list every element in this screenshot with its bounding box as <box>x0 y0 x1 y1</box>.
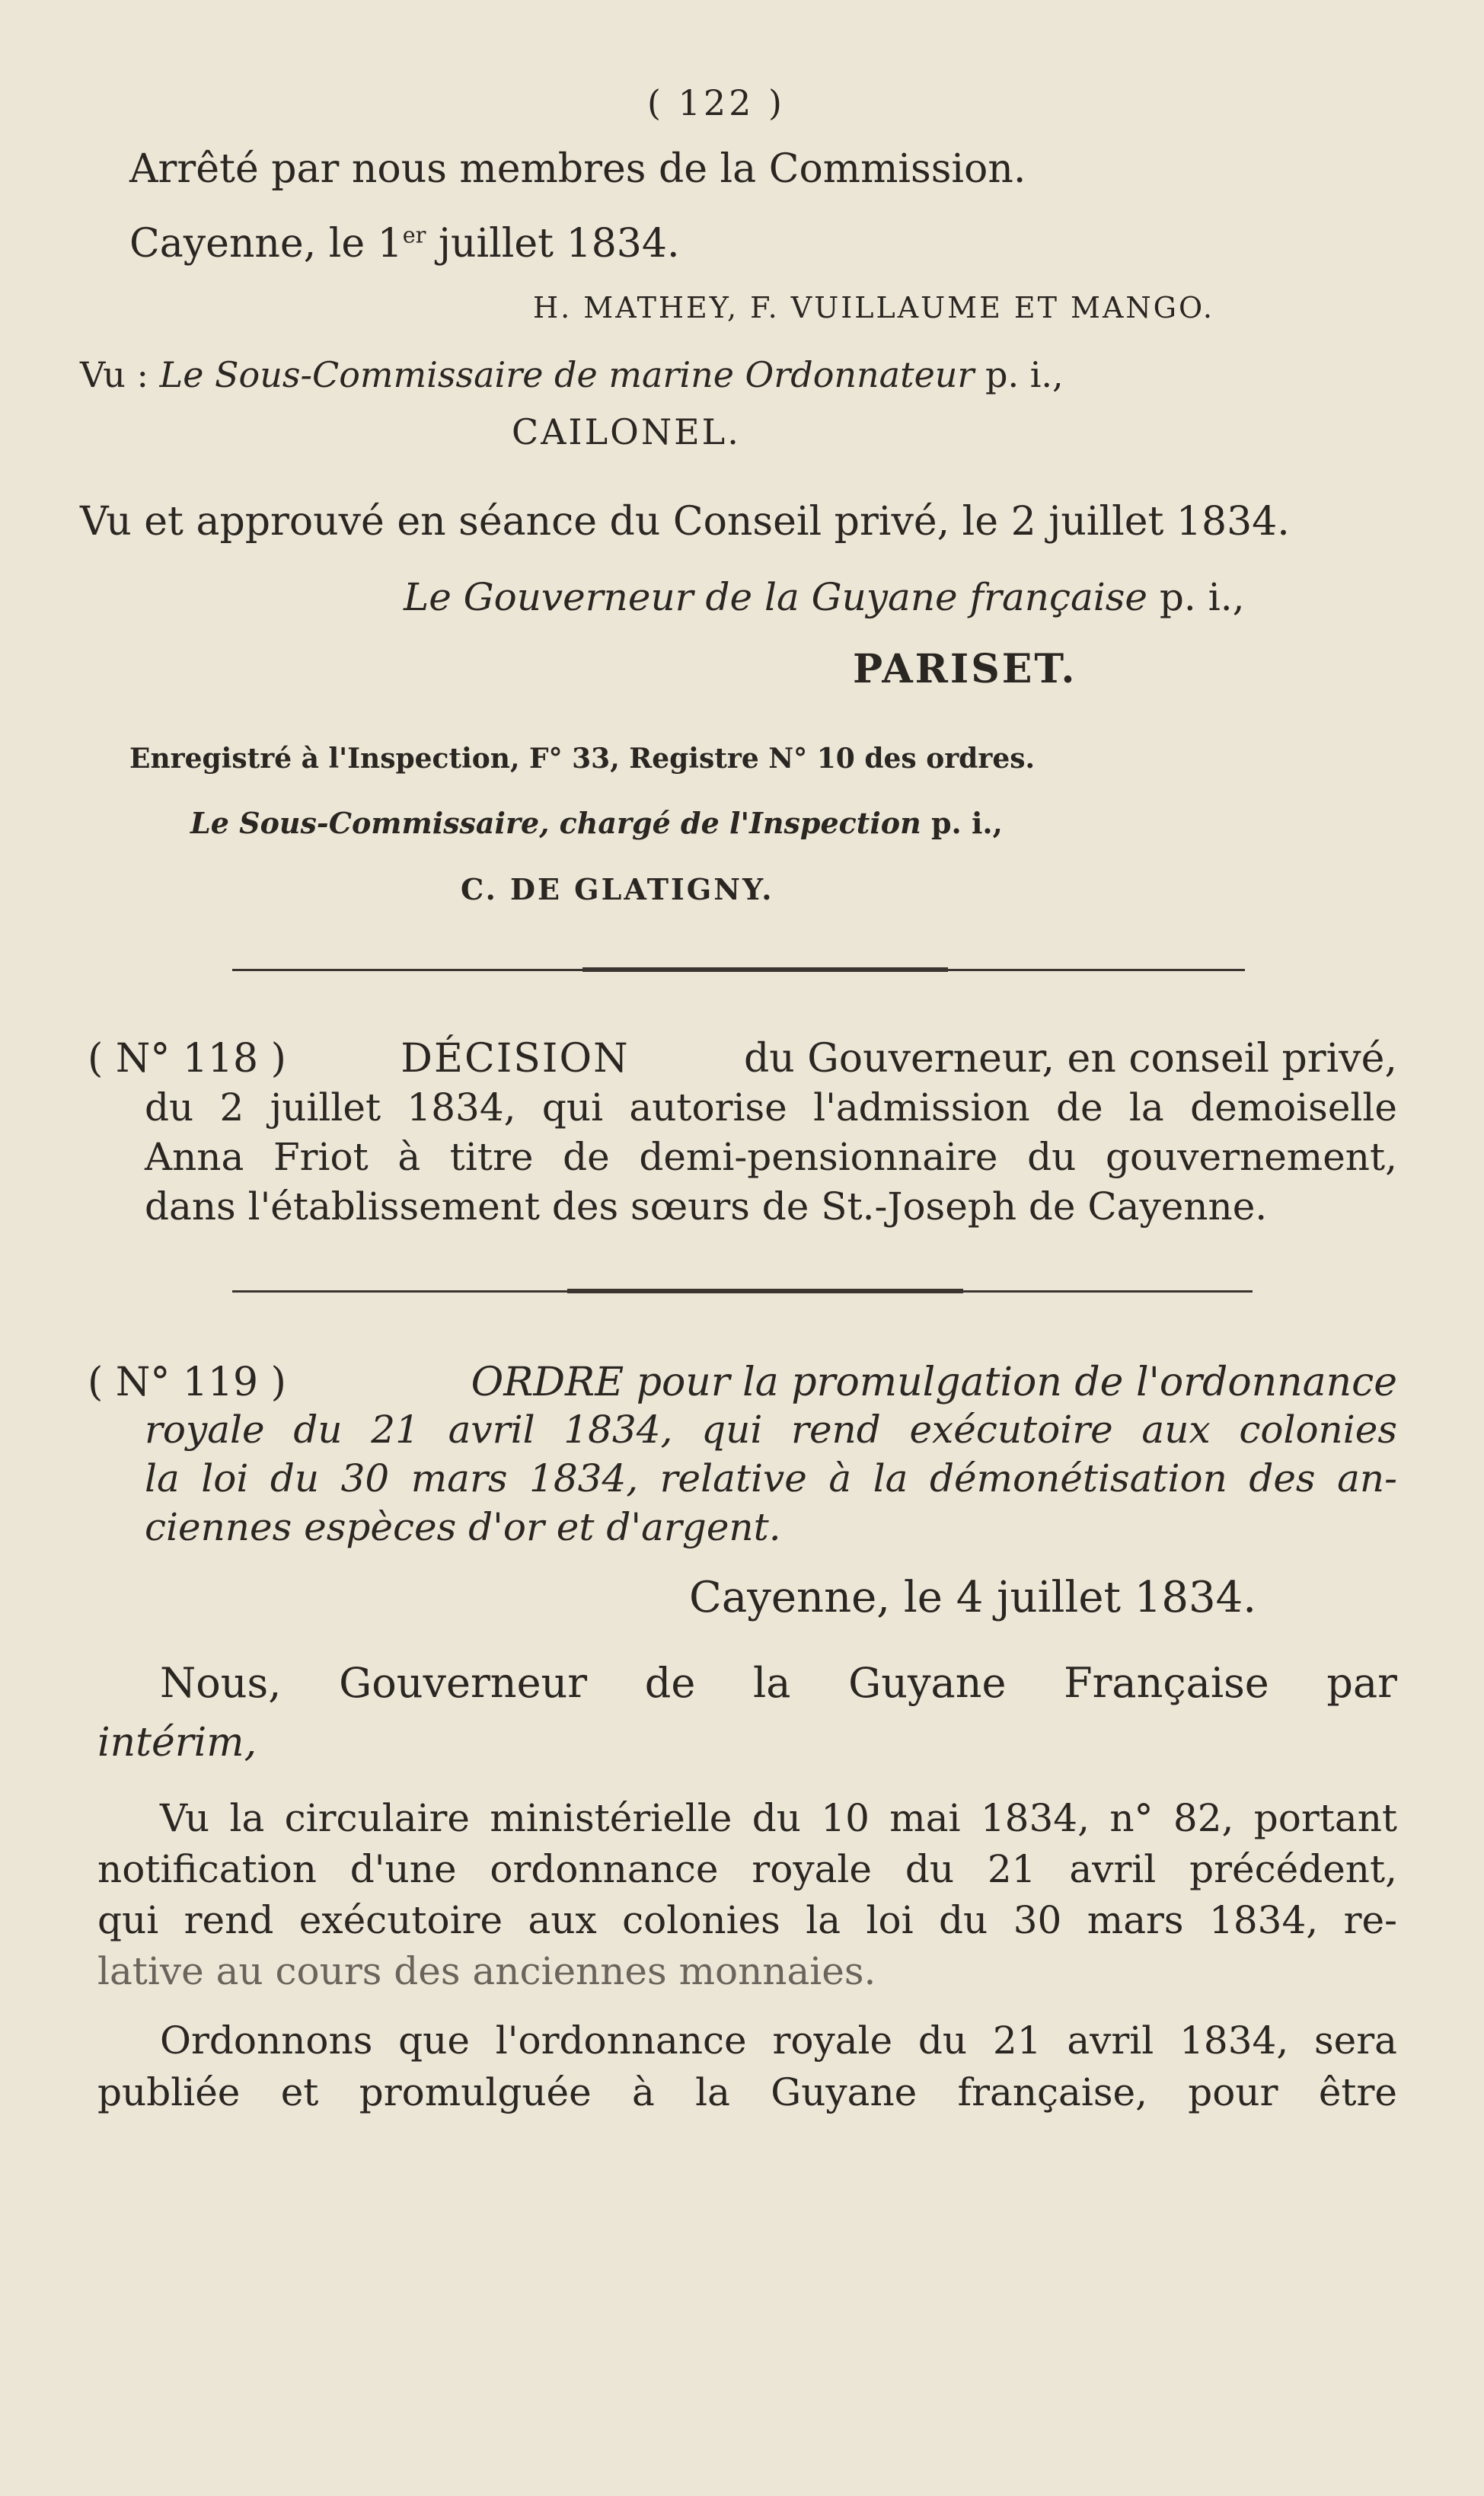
ordre-119-date: Cayenne, le 4 juillet 1834. <box>689 1573 1257 1622</box>
ordre-119-line2: royale du 21 avril 1834, qui rend exécutoire aux colonies <box>145 1408 1397 1452</box>
vu-ordonnateur-line <box>80 354 1064 395</box>
nous-line1: Nous, Gouverneur de la Guyane Française par <box>160 1659 1397 1707</box>
date-cayenne-1 <box>129 221 679 267</box>
decision-118-line1-rest: du Gouverneur, en conseil privé, <box>743 1036 1397 1082</box>
ordonnons-line2: publiée et promulguée à la Guyane française, pour être <box>97 2070 1397 2114</box>
glatigny-signature: C. DE GLATIGNY. <box>461 872 774 906</box>
divider-1-center <box>582 967 948 972</box>
date-suffix: juillet 1834. <box>426 221 680 267</box>
nous-line2: intérim, <box>97 1720 257 1766</box>
pariset-signature: PARISET. <box>853 646 1077 692</box>
vu-prefix: Vu : <box>80 354 149 395</box>
gouverneur-title-line <box>404 575 1245 619</box>
ordre-119-line1 <box>88 1360 1397 1405</box>
inspection-title-line <box>190 806 1003 840</box>
ordre-119-line4: ciennes espèces d'or et d'argent. <box>145 1505 781 1549</box>
approuve-line: Vu et approuvé en séance du Conseil privé, le 2 juillet 1834. <box>80 499 1290 545</box>
ordre-119-line1-text: ORDRE pour la promulgation de l'ordonnance <box>471 1360 1397 1405</box>
decision-118-number: ( N° 118 ) <box>88 1036 286 1082</box>
divider-2-center <box>567 1289 963 1293</box>
divider-1 <box>232 967 1245 973</box>
enregistre-line: Enregistré à l'Inspection, F° 33, Registre N° 10 des ordres. <box>129 743 1036 775</box>
decision-118-line4: dans l'établissement des sœurs de St.-Joseph de Cayenne. <box>145 1184 1268 1229</box>
vu-circulaire-line1: Vu la circulaire ministérielle du 10 mai 1834, n° 82, portant <box>160 1796 1397 1840</box>
page-number: ( 122 ) <box>647 82 785 123</box>
inspection-pi: p. i., <box>930 806 1003 840</box>
decision-118-line2: du 2 juillet 1834, qui autorise l'admission de la demoiselle <box>145 1085 1397 1130</box>
signatories: H. MATHEY, F. VUILLAUME ET MANGO. <box>533 291 1215 324</box>
vu-title: Le Sous-Commissaire de marine Ordonnateur <box>159 354 975 395</box>
ordonnons-line1: Ordonnons que l'ordonnance royale du 21 avril 1834, sera <box>160 2018 1397 2063</box>
vu-circulaire-line3: qui rend exécutoire aux colonies la loi du 30 mars 1834, re- <box>97 1898 1397 1942</box>
divider-2 <box>232 1289 1253 1295</box>
ordre-119-line3: la loi du 30 mars 1834, relative à la démonétisation des an- <box>145 1456 1397 1500</box>
gouverneur-pi: p. i., <box>1159 575 1245 619</box>
date-prefix: Cayenne, le 1 <box>129 221 403 267</box>
gouverneur-title: Le Gouverneur de la Guyane française <box>404 575 1148 619</box>
decision-118-heading: DÉCISION <box>401 1036 630 1082</box>
decision-118-line1 <box>88 1036 1397 1082</box>
vu-circulaire-line4: lative au cours des anciennes monnaies. <box>97 1949 876 1993</box>
decision-118-line3: Anna Friot à titre de demi-pensionnaire du gouvernement, <box>145 1135 1397 1179</box>
arrete-line: Arrêté par nous membres de la Commission. <box>129 146 1026 192</box>
vu-pi: p. i., <box>985 354 1064 395</box>
inspection-title: Le Sous-Commissaire, chargé de l'Inspection <box>190 806 921 840</box>
date-sup: er <box>402 222 426 248</box>
vu-circulaire-line2: notification d'une ordonnance royale du 21 avril précédent, <box>97 1847 1397 1891</box>
ordre-119-number: ( N° 119 ) <box>88 1360 286 1405</box>
vu-signature: CAILONEL. <box>512 411 741 452</box>
